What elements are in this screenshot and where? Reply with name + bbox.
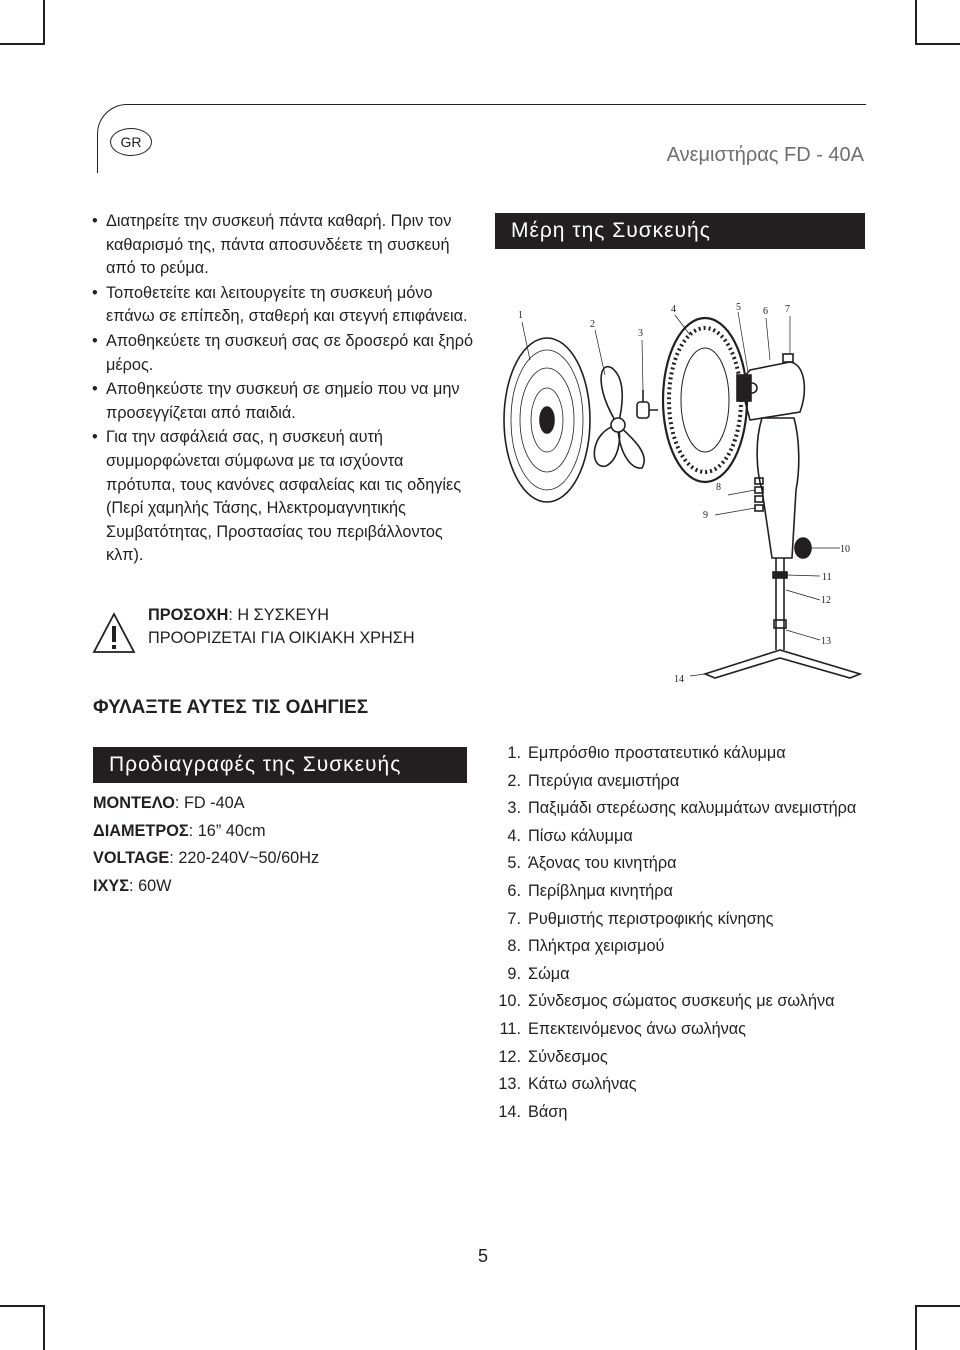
part-name: Σύνδεσμος σώματος συσκευής με σωλήνα bbox=[528, 992, 835, 1011]
front-grille bbox=[504, 338, 590, 502]
part-number: 1. bbox=[507, 744, 521, 762]
specs-title-bar: Προδιαγραφές της Συσκευής bbox=[93, 747, 467, 783]
diagram-label: 4 bbox=[671, 304, 676, 315]
list-item bbox=[497, 770, 867, 793]
stand bbox=[705, 538, 860, 678]
fixing-nut bbox=[637, 390, 658, 418]
spec-row-power bbox=[93, 873, 319, 901]
bullet-text: Διατηρείτε την συσκευή πάντα καθαρή. Πριν τον καθαρισμό της, πάντα αποσυνδέετε τη συσκευή από το ρεύμα. bbox=[106, 212, 452, 278]
fan-body bbox=[755, 418, 799, 558]
bullet-text: Για την ασφάλειά σας, η συσκευή αυτή συμμορφώνεται σύμφωνα με τα ισχύοντα πρότυπα, τους κανόνες ασφαλείας και τις οδηγίες (Περί χαμηλής Τάσης, Ηλεκτρομαγνητικής Συμβατότητας, Προστασίας του περιβάλλοντος κλπ). bbox=[106, 428, 462, 565]
list-item bbox=[92, 426, 477, 568]
crop-mark bbox=[0, 43, 45, 45]
part-name: Παξιμάδι στερέωσης καλυμμάτων ανεμιστήρα bbox=[528, 799, 857, 818]
part-name: Πλήκτρα χειρισμού bbox=[528, 937, 665, 956]
list-item bbox=[497, 908, 867, 931]
spec-row-model bbox=[93, 790, 319, 818]
part-number: 11. bbox=[499, 1019, 521, 1038]
bullet-icon: • bbox=[92, 331, 98, 350]
crop-mark bbox=[915, 1305, 960, 1307]
list-item bbox=[92, 378, 477, 425]
part-number: 14. bbox=[498, 1102, 521, 1121]
crop-mark bbox=[0, 1305, 45, 1307]
part-number: 12. bbox=[498, 1047, 521, 1066]
bullet-text: Αποθηκεύστε την συσκευή σε σημείο που να μην προσεγγίζεται από παιδιά. bbox=[106, 380, 460, 422]
diagram-label: 12 bbox=[821, 595, 831, 606]
diagram-label: 8 bbox=[716, 482, 721, 493]
diagram-label: 9 bbox=[703, 510, 708, 521]
spec-label: ΜΟΝΤΕΛΟ bbox=[93, 794, 175, 812]
warning-line1: : Η ΣΥΣΚΕΥΗ bbox=[228, 606, 329, 624]
page-header-title: Ανεμιστήρας FD - 40A bbox=[666, 144, 864, 166]
part-name: Εμπρόσθιο προστατευτικό κάλυμμα bbox=[528, 744, 786, 762]
crop-mark bbox=[43, 1305, 45, 1350]
back-grille bbox=[663, 318, 747, 482]
diagram-label: 7 bbox=[785, 304, 790, 315]
warning-triangle-icon bbox=[92, 612, 136, 654]
part-number: 2. bbox=[507, 771, 521, 790]
part-name: Σώμα bbox=[528, 964, 570, 983]
part-name: Πίσω κάλυμμα bbox=[528, 826, 633, 845]
crop-mark bbox=[915, 1305, 917, 1350]
part-name: Σύνδεσμος bbox=[528, 1047, 608, 1066]
bullet-icon: • bbox=[92, 212, 98, 230]
list-item bbox=[497, 1046, 867, 1069]
diagram-label: 5 bbox=[736, 302, 741, 313]
list-item bbox=[497, 935, 867, 958]
parts-title-bar: Μέρη της Συσκευής bbox=[495, 213, 865, 249]
motor-housing bbox=[737, 354, 804, 420]
spec-row-diameter bbox=[93, 818, 319, 846]
fan-exploded-diagram bbox=[500, 290, 870, 700]
spec-value: : 220-240V~50/60Hz bbox=[169, 849, 320, 868]
list-item bbox=[92, 282, 477, 329]
spec-label: ΙΧΥΣ bbox=[93, 876, 130, 895]
part-number: 7. bbox=[507, 909, 521, 928]
part-name: Επεκτεινόμενος άνω σωλήνας bbox=[528, 1019, 747, 1038]
diagram-label: 1 bbox=[518, 310, 523, 321]
part-number: 4. bbox=[507, 826, 521, 845]
list-item bbox=[497, 852, 867, 875]
diagram-label: 10 bbox=[840, 544, 850, 555]
warning-label: ΠΡΟΣΟΧΗ bbox=[148, 606, 229, 624]
part-number: 6. bbox=[507, 881, 521, 900]
part-number: 10. bbox=[498, 992, 521, 1011]
part-number: 3. bbox=[507, 799, 521, 818]
crop-mark bbox=[915, 0, 917, 45]
parts-list bbox=[497, 742, 867, 1128]
bullet-icon: • bbox=[92, 380, 98, 399]
list-item bbox=[92, 330, 477, 377]
bullet-text: Τοποθετείτε και λειτουργείτε τη συσκευή μόνο επάνω σε επίπεδη, σταθερή και στεγνή επιφάνεια. bbox=[106, 283, 468, 326]
spec-value: : FD -40A bbox=[174, 794, 245, 812]
part-name: Κάτω σωλήνας bbox=[528, 1075, 637, 1094]
diagram-label: 6 bbox=[763, 306, 768, 317]
part-number: 5. bbox=[507, 854, 521, 873]
warning-line2: ΠΡΟΟΡΙΖΕΤΑΙ ΓΙΑ ΟΙΚΙΑΚΗ ΧΡΗΣΗ bbox=[148, 629, 415, 647]
spec-label: ΔΙΑΜΕΤΡΟΣ bbox=[93, 821, 189, 840]
list-item bbox=[497, 742, 867, 765]
bullet-text: Αποθηκεύετε τη συσκευή σας σε δροσερό και ξηρό μέρος. bbox=[106, 331, 474, 374]
part-name: Περίβλημα κινητήρα bbox=[528, 881, 673, 900]
language-badge: GR bbox=[110, 128, 152, 156]
list-item bbox=[497, 880, 867, 903]
list-item bbox=[497, 1101, 867, 1124]
part-number: 13. bbox=[498, 1075, 521, 1094]
diagram-label: 11 bbox=[822, 572, 832, 583]
diagram-label: 13 bbox=[821, 636, 831, 647]
part-name: Άξονας του κινητήρα bbox=[528, 854, 677, 873]
diagram-label: 14 bbox=[674, 674, 684, 685]
list-item bbox=[497, 1018, 867, 1041]
part-number: 8. bbox=[507, 937, 521, 956]
specs-list bbox=[93, 790, 319, 900]
crop-mark bbox=[43, 0, 45, 45]
diagram-label: 3 bbox=[638, 328, 643, 339]
list-item bbox=[92, 210, 477, 281]
part-name: Πτερύγια ανεμιστήρα bbox=[528, 771, 680, 790]
keep-instructions-title: ΦΥΛΑΞΤΕ ΑΥΤΕΣ ΤΙΣ ΟΔΗΓΙΕΣ bbox=[93, 697, 369, 718]
page-number: 5 bbox=[477, 1246, 488, 1266]
spec-value: : 60W bbox=[129, 876, 172, 895]
part-name: Ρυθμιστής περιστροφικής κίνησης bbox=[528, 909, 774, 928]
list-item bbox=[497, 963, 867, 986]
list-item bbox=[497, 825, 867, 848]
warning-text bbox=[148, 604, 415, 650]
warning-block bbox=[92, 604, 472, 664]
crop-mark bbox=[915, 43, 960, 45]
diagram-label: 2 bbox=[590, 319, 595, 330]
safety-list bbox=[92, 210, 477, 569]
fan-blades bbox=[594, 367, 644, 468]
spec-value: : 16” 40cm bbox=[188, 821, 266, 840]
list-item bbox=[497, 990, 867, 1013]
spec-label: VOLTAGE bbox=[93, 849, 170, 868]
list-item bbox=[497, 797, 867, 820]
part-number: 9. bbox=[507, 964, 521, 983]
list-item bbox=[497, 1073, 867, 1096]
bullet-icon: • bbox=[92, 428, 98, 447]
spec-row-voltage bbox=[93, 845, 319, 873]
part-name: Βάση bbox=[528, 1102, 568, 1121]
bullet-icon: • bbox=[92, 283, 98, 302]
